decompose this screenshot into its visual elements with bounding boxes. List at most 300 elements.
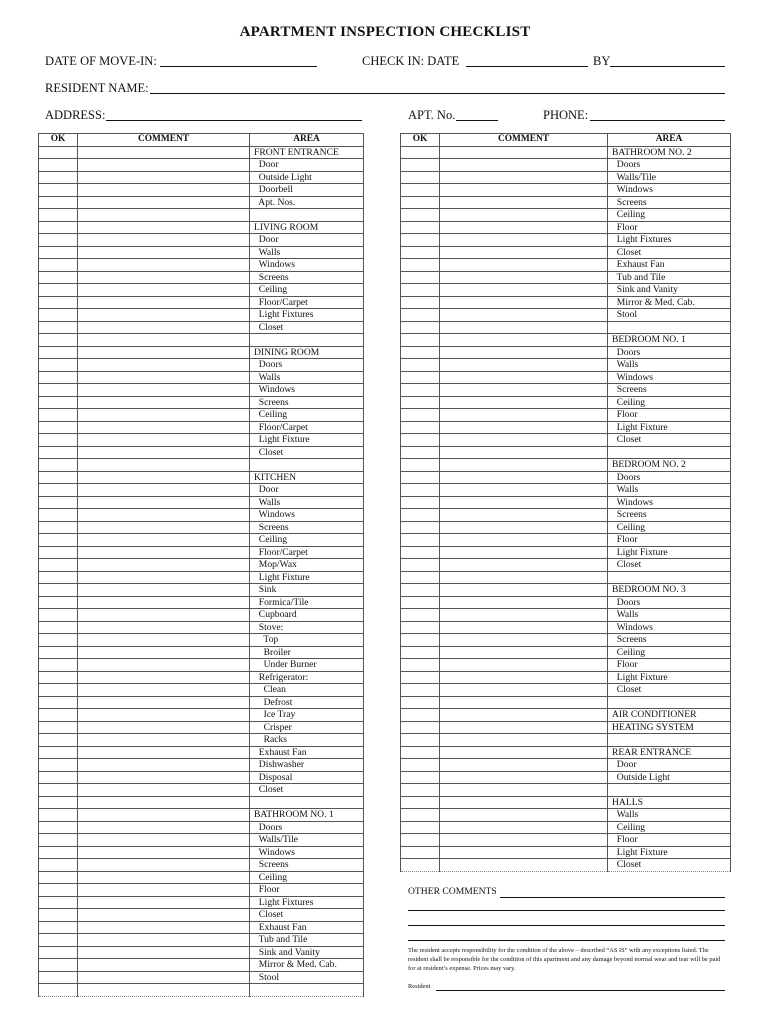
comment-cell[interactable] xyxy=(78,784,250,797)
comment-cell[interactable] xyxy=(440,684,608,697)
table-row xyxy=(39,146,364,159)
check-in-date-field[interactable] xyxy=(466,66,588,67)
table-row xyxy=(401,346,731,359)
ok-cell[interactable] xyxy=(401,221,440,234)
ok-cell[interactable] xyxy=(39,846,78,859)
by-field[interactable] xyxy=(610,66,725,67)
comment-cell[interactable] xyxy=(78,296,250,309)
comment-cell[interactable] xyxy=(440,234,608,247)
comment-cell[interactable] xyxy=(78,509,250,522)
comment-cell[interactable] xyxy=(78,809,250,822)
ok-cell[interactable] xyxy=(39,346,78,359)
ok-cell[interactable] xyxy=(401,509,440,522)
ok-cell[interactable] xyxy=(401,634,440,647)
comment-cell[interactable] xyxy=(78,871,250,884)
comment-cell[interactable] xyxy=(78,959,250,972)
comment-cell[interactable] xyxy=(440,384,608,397)
ok-cell[interactable] xyxy=(401,546,440,559)
ok-cell[interactable] xyxy=(39,671,78,684)
area-cell: Windows xyxy=(608,371,731,384)
comment-cell[interactable] xyxy=(78,859,250,872)
ok-cell[interactable] xyxy=(401,346,440,359)
comment-cell[interactable] xyxy=(78,321,250,334)
ok-cell[interactable] xyxy=(39,934,78,947)
ok-cell[interactable] xyxy=(39,971,78,984)
move-in-field[interactable] xyxy=(160,66,317,67)
comment-cell[interactable] xyxy=(440,546,608,559)
ok-cell[interactable] xyxy=(39,321,78,334)
comment-cell[interactable] xyxy=(78,884,250,897)
ok-cell[interactable] xyxy=(401,521,440,534)
apt-no-field[interactable] xyxy=(456,120,498,121)
resident-signature-field[interactable] xyxy=(436,990,725,991)
comment-cell[interactable] xyxy=(440,646,608,659)
ok-cell[interactable] xyxy=(39,946,78,959)
ok-cell[interactable] xyxy=(401,159,440,172)
other-comments-line-4[interactable] xyxy=(408,940,725,941)
ok-cell[interactable] xyxy=(401,809,440,822)
resident-signature-label: Resident xyxy=(408,983,431,990)
comment-cell[interactable] xyxy=(78,621,250,634)
ok-cell[interactable] xyxy=(39,184,78,197)
comment-cell[interactable] xyxy=(440,484,608,497)
comment-cell[interactable] xyxy=(440,446,608,459)
ok-cell[interactable] xyxy=(401,734,440,747)
ok-cell[interactable] xyxy=(401,821,440,834)
ok-cell[interactable] xyxy=(39,921,78,934)
comment-cell[interactable] xyxy=(78,146,250,159)
comment-cell[interactable] xyxy=(78,971,250,984)
address-field[interactable] xyxy=(106,120,362,121)
comment-cell[interactable] xyxy=(78,459,250,472)
comment-cell[interactable] xyxy=(78,234,250,247)
ok-cell[interactable] xyxy=(401,184,440,197)
ok-cell[interactable] xyxy=(39,296,78,309)
resident-name-field[interactable] xyxy=(150,93,725,94)
comment-cell[interactable] xyxy=(78,896,250,909)
comment-cell[interactable] xyxy=(78,846,250,859)
ok-cell[interactable] xyxy=(39,534,78,547)
move-in-label: DATE OF MOVE-IN: xyxy=(45,54,157,68)
comment-cell[interactable] xyxy=(440,796,608,809)
area-cell: Walls/Tile xyxy=(250,834,364,847)
comment-cell[interactable] xyxy=(78,271,250,284)
table-row xyxy=(39,171,364,184)
ok-cell[interactable] xyxy=(401,684,440,697)
comment-cell[interactable] xyxy=(78,396,250,409)
comment-cell[interactable] xyxy=(440,209,608,222)
comment-cell[interactable] xyxy=(440,146,608,159)
comment-cell[interactable] xyxy=(78,421,250,434)
area-cell: Windows xyxy=(250,384,364,397)
ok-cell[interactable] xyxy=(401,309,440,322)
ok-cell[interactable] xyxy=(39,209,78,222)
ok-cell[interactable] xyxy=(39,959,78,972)
ok-cell[interactable] xyxy=(39,596,78,609)
ok-cell[interactable] xyxy=(39,734,78,747)
ok-cell[interactable] xyxy=(39,384,78,397)
comment-cell[interactable] xyxy=(440,509,608,522)
ok-cell[interactable] xyxy=(401,859,440,872)
comment-cell[interactable] xyxy=(440,596,608,609)
ok-cell[interactable] xyxy=(401,246,440,259)
comment-cell[interactable] xyxy=(78,471,250,484)
ok-cell[interactable] xyxy=(401,609,440,622)
comment-cell[interactable] xyxy=(440,459,608,472)
area-cell: Ceiling xyxy=(250,871,364,884)
other-comments-line-2[interactable] xyxy=(408,910,725,911)
ok-cell[interactable] xyxy=(39,334,78,347)
comment-cell[interactable] xyxy=(440,571,608,584)
comment-cell[interactable] xyxy=(78,721,250,734)
comment-cell[interactable] xyxy=(440,659,608,672)
table-row xyxy=(401,221,731,234)
ok-cell[interactable] xyxy=(39,984,78,997)
table-row xyxy=(401,296,731,309)
comment-cell[interactable] xyxy=(78,446,250,459)
ok-cell[interactable] xyxy=(39,759,78,772)
ok-cell[interactable] xyxy=(39,871,78,884)
table-row xyxy=(401,521,731,534)
comment-cell[interactable] xyxy=(78,546,250,559)
ok-cell[interactable] xyxy=(39,521,78,534)
comment-cell[interactable] xyxy=(78,309,250,322)
comment-cell[interactable] xyxy=(78,184,250,197)
ok-cell[interactable] xyxy=(401,646,440,659)
comment-cell[interactable] xyxy=(78,496,250,509)
comment-cell[interactable] xyxy=(440,246,608,259)
ok-cell[interactable] xyxy=(401,846,440,859)
ok-cell[interactable] xyxy=(401,434,440,447)
ok-cell[interactable] xyxy=(401,446,440,459)
comment-cell[interactable] xyxy=(78,684,250,697)
ok-cell[interactable] xyxy=(401,459,440,472)
comment-cell[interactable] xyxy=(440,621,608,634)
ok-cell[interactable] xyxy=(401,196,440,209)
ok-cell[interactable] xyxy=(39,884,78,897)
ok-cell[interactable] xyxy=(401,534,440,547)
ok-cell[interactable] xyxy=(39,159,78,172)
comment-cell[interactable] xyxy=(78,696,250,709)
left-header-row xyxy=(39,134,364,147)
ok-cell[interactable] xyxy=(39,271,78,284)
comment-cell[interactable] xyxy=(440,171,608,184)
comment-cell[interactable] xyxy=(78,484,250,497)
comment-cell[interactable] xyxy=(78,759,250,772)
ok-cell[interactable] xyxy=(401,496,440,509)
table-row xyxy=(401,446,731,459)
ok-cell[interactable] xyxy=(401,234,440,247)
table-row xyxy=(39,271,364,284)
table-row xyxy=(39,384,364,397)
comment-cell[interactable] xyxy=(78,946,250,959)
ok-cell[interactable] xyxy=(401,759,440,772)
ok-cell[interactable] xyxy=(39,571,78,584)
comment-cell[interactable] xyxy=(78,646,250,659)
ok-cell[interactable] xyxy=(39,359,78,372)
comment-cell[interactable] xyxy=(440,184,608,197)
ok-cell[interactable] xyxy=(39,809,78,822)
ok-cell[interactable] xyxy=(401,746,440,759)
area-cell: Doors xyxy=(608,346,731,359)
comment-cell[interactable] xyxy=(78,171,250,184)
ok-cell[interactable] xyxy=(401,796,440,809)
ok-cell[interactable] xyxy=(401,471,440,484)
ok-cell[interactable] xyxy=(39,746,78,759)
ok-cell[interactable] xyxy=(39,171,78,184)
table-row xyxy=(39,896,364,909)
ok-cell[interactable] xyxy=(401,596,440,609)
comment-cell[interactable] xyxy=(440,496,608,509)
comment-cell[interactable] xyxy=(440,759,608,772)
ok-cell[interactable] xyxy=(401,834,440,847)
comment-cell[interactable] xyxy=(440,196,608,209)
area-cell: Windows xyxy=(250,846,364,859)
ok-cell[interactable] xyxy=(39,509,78,522)
ok-cell[interactable] xyxy=(39,146,78,159)
table-row xyxy=(39,946,364,959)
comment-cell[interactable] xyxy=(440,396,608,409)
ok-cell[interactable] xyxy=(401,384,440,397)
comment-cell[interactable] xyxy=(440,559,608,572)
comment-cell[interactable] xyxy=(440,296,608,309)
comment-cell[interactable] xyxy=(78,771,250,784)
ok-cell[interactable] xyxy=(401,559,440,572)
comment-cell[interactable] xyxy=(78,796,250,809)
table-row xyxy=(39,559,364,572)
comment-cell[interactable] xyxy=(440,534,608,547)
comment-cell[interactable] xyxy=(78,196,250,209)
comment-cell[interactable] xyxy=(440,371,608,384)
comment-cell[interactable] xyxy=(440,696,608,709)
ok-cell[interactable] xyxy=(401,359,440,372)
ok-cell[interactable] xyxy=(39,309,78,322)
ok-cell[interactable] xyxy=(401,396,440,409)
ok-cell[interactable] xyxy=(401,721,440,734)
comment-cell[interactable] xyxy=(78,559,250,572)
ok-cell[interactable] xyxy=(39,584,78,597)
ok-cell[interactable] xyxy=(401,321,440,334)
area-cell: Refrigerator: xyxy=(250,671,364,684)
comment-cell[interactable] xyxy=(440,784,608,797)
ok-cell[interactable] xyxy=(401,271,440,284)
ok-cell[interactable] xyxy=(39,859,78,872)
ok-cell[interactable] xyxy=(39,284,78,297)
comment-cell[interactable] xyxy=(78,934,250,947)
ok-cell[interactable] xyxy=(401,334,440,347)
ok-cell[interactable] xyxy=(401,371,440,384)
area-column-header: AREA xyxy=(608,134,731,147)
comment-cell[interactable] xyxy=(78,346,250,359)
comment-cell[interactable] xyxy=(78,709,250,722)
table-row xyxy=(401,371,731,384)
ok-cell[interactable] xyxy=(39,234,78,247)
ok-cell[interactable] xyxy=(401,671,440,684)
comment-cell[interactable] xyxy=(440,746,608,759)
comment-cell[interactable] xyxy=(440,709,608,722)
area-cell: Stool xyxy=(250,971,364,984)
comment-cell[interactable] xyxy=(440,821,608,834)
comment-cell[interactable] xyxy=(78,834,250,847)
ok-cell[interactable] xyxy=(39,196,78,209)
comment-cell[interactable] xyxy=(440,346,608,359)
ok-cell[interactable] xyxy=(401,171,440,184)
ok-cell[interactable] xyxy=(39,821,78,834)
comment-cell[interactable] xyxy=(440,259,608,272)
ok-cell[interactable] xyxy=(401,771,440,784)
ok-cell[interactable] xyxy=(401,784,440,797)
ok-cell[interactable] xyxy=(39,371,78,384)
ok-cell[interactable] xyxy=(401,709,440,722)
table-row xyxy=(39,484,364,497)
comment-cell[interactable] xyxy=(78,909,250,922)
ok-cell[interactable] xyxy=(39,834,78,847)
comment-cell[interactable] xyxy=(440,734,608,747)
comment-cell[interactable] xyxy=(440,859,608,872)
ok-cell[interactable] xyxy=(39,471,78,484)
comment-cell[interactable] xyxy=(78,221,250,234)
comment-cell[interactable] xyxy=(440,809,608,822)
ok-cell[interactable] xyxy=(39,796,78,809)
ok-cell[interactable] xyxy=(39,484,78,497)
table-row xyxy=(401,146,731,159)
comment-cell[interactable] xyxy=(440,284,608,297)
comment-cell[interactable] xyxy=(78,821,250,834)
ok-cell[interactable] xyxy=(39,409,78,422)
ok-cell[interactable] xyxy=(39,546,78,559)
comment-cell[interactable] xyxy=(78,659,250,672)
comment-cell[interactable] xyxy=(78,609,250,622)
comment-cell[interactable] xyxy=(78,571,250,584)
ok-cell[interactable] xyxy=(39,396,78,409)
comment-cell[interactable] xyxy=(440,671,608,684)
comment-cell[interactable] xyxy=(78,384,250,397)
ok-cell[interactable] xyxy=(39,421,78,434)
area-cell: Outside Light xyxy=(608,771,731,784)
comment-cell[interactable] xyxy=(78,671,250,684)
comment-cell[interactable] xyxy=(440,609,608,622)
comment-cell[interactable] xyxy=(440,434,608,447)
comment-cell[interactable] xyxy=(440,584,608,597)
comment-cell[interactable] xyxy=(78,921,250,934)
comment-cell[interactable] xyxy=(78,734,250,747)
area-cell: KITCHEN xyxy=(250,471,364,484)
ok-cell[interactable] xyxy=(39,909,78,922)
comment-cell[interactable] xyxy=(440,321,608,334)
comment-cell[interactable] xyxy=(440,271,608,284)
comment-cell[interactable] xyxy=(440,634,608,647)
ok-cell[interactable] xyxy=(39,559,78,572)
comment-cell[interactable] xyxy=(78,634,250,647)
ok-cell[interactable] xyxy=(39,446,78,459)
comment-cell[interactable] xyxy=(440,834,608,847)
table-row xyxy=(39,471,364,484)
ok-cell[interactable] xyxy=(401,621,440,634)
ok-cell[interactable] xyxy=(401,696,440,709)
comment-cell[interactable] xyxy=(78,284,250,297)
ok-cell[interactable] xyxy=(39,646,78,659)
ok-cell[interactable] xyxy=(401,571,440,584)
comment-cell[interactable] xyxy=(440,359,608,372)
ok-cell[interactable] xyxy=(401,584,440,597)
area-cell: Closet xyxy=(250,909,364,922)
comment-cell[interactable] xyxy=(440,521,608,534)
ok-cell[interactable] xyxy=(39,621,78,634)
comment-cell[interactable] xyxy=(78,359,250,372)
ok-cell[interactable] xyxy=(39,496,78,509)
ok-cell[interactable] xyxy=(39,709,78,722)
comment-cell[interactable] xyxy=(78,584,250,597)
phone-field[interactable] xyxy=(590,120,725,121)
ok-cell[interactable] xyxy=(39,259,78,272)
ok-cell[interactable] xyxy=(401,209,440,222)
comment-cell[interactable] xyxy=(440,471,608,484)
comment-cell[interactable] xyxy=(78,246,250,259)
ok-cell[interactable] xyxy=(401,409,440,422)
comment-cell[interactable] xyxy=(440,309,608,322)
comment-cell[interactable] xyxy=(440,421,608,434)
comment-cell[interactable] xyxy=(440,846,608,859)
ok-cell[interactable] xyxy=(401,659,440,672)
ok-cell[interactable] xyxy=(401,259,440,272)
ok-cell[interactable] xyxy=(39,784,78,797)
comment-cell[interactable] xyxy=(440,721,608,734)
comment-cell[interactable] xyxy=(78,209,250,222)
comment-cell[interactable] xyxy=(78,259,250,272)
ok-cell[interactable] xyxy=(39,434,78,447)
comment-cell[interactable] xyxy=(78,159,250,172)
comment-cell[interactable] xyxy=(440,159,608,172)
other-comments-line-1[interactable] xyxy=(500,897,725,898)
area-cell: Closet xyxy=(608,859,731,872)
ok-cell[interactable] xyxy=(39,771,78,784)
ok-cell[interactable] xyxy=(39,696,78,709)
ok-cell[interactable] xyxy=(39,659,78,672)
ok-cell[interactable] xyxy=(401,146,440,159)
comment-cell[interactable] xyxy=(440,334,608,347)
area-cell xyxy=(608,696,731,709)
ok-cell[interactable] xyxy=(39,459,78,472)
ok-cell[interactable] xyxy=(39,634,78,647)
area-cell: Windows xyxy=(250,509,364,522)
comment-cell[interactable] xyxy=(78,534,250,547)
comment-cell[interactable] xyxy=(78,521,250,534)
ok-cell[interactable] xyxy=(39,721,78,734)
comment-cell[interactable] xyxy=(440,221,608,234)
table-row xyxy=(401,696,731,709)
comment-cell[interactable] xyxy=(78,596,250,609)
table-row xyxy=(401,209,731,222)
ok-cell[interactable] xyxy=(39,246,78,259)
comment-cell[interactable] xyxy=(78,409,250,422)
ok-cell[interactable] xyxy=(401,296,440,309)
other-comments-line-3[interactable] xyxy=(408,925,725,926)
ok-cell[interactable] xyxy=(401,284,440,297)
comment-cell[interactable] xyxy=(78,334,250,347)
ok-cell[interactable] xyxy=(401,484,440,497)
comment-cell[interactable] xyxy=(440,409,608,422)
ok-cell[interactable] xyxy=(401,421,440,434)
ok-cell[interactable] xyxy=(39,684,78,697)
ok-cell[interactable] xyxy=(39,896,78,909)
comment-cell[interactable] xyxy=(78,434,250,447)
comment-cell[interactable] xyxy=(78,371,250,384)
comment-cell[interactable] xyxy=(78,746,250,759)
comment-cell[interactable] xyxy=(440,771,608,784)
comment-cell[interactable] xyxy=(78,984,250,997)
ok-cell[interactable] xyxy=(39,221,78,234)
ok-cell[interactable] xyxy=(39,609,78,622)
